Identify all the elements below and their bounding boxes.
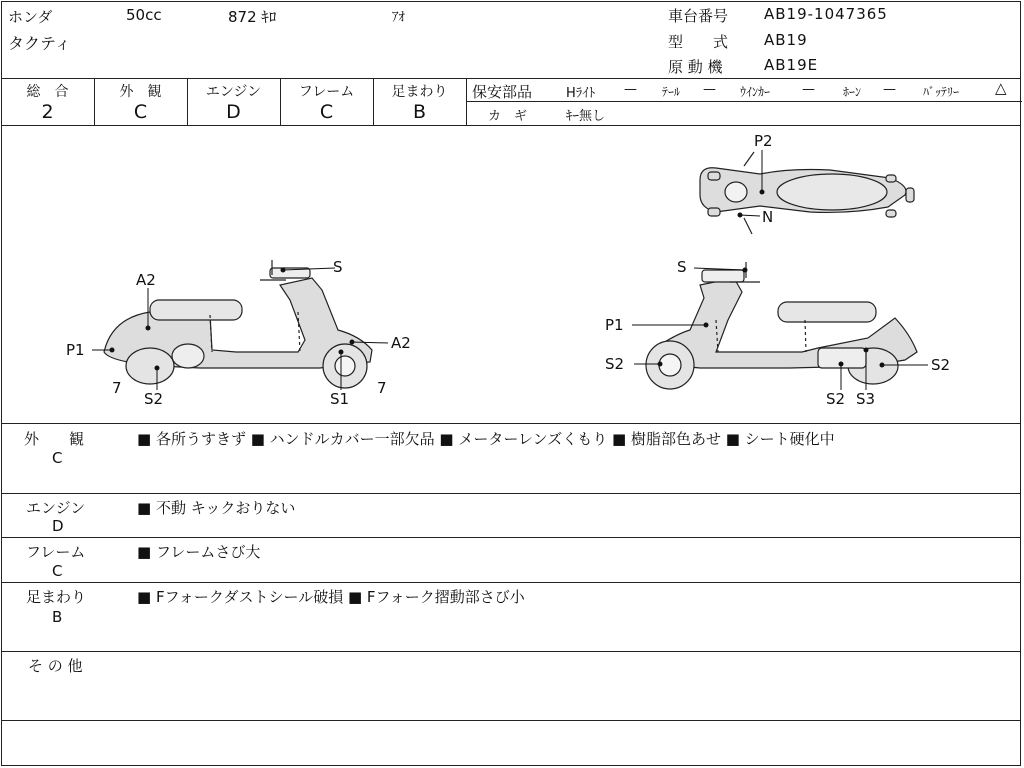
safety-headlight: Hﾗｲﾄ — [566, 86, 596, 101]
divider — [1, 582, 1021, 583]
grade-overall-value: 2 — [41, 101, 54, 123]
maker-name: ホンダ — [8, 8, 53, 26]
label-right-p1: P1 — [605, 316, 624, 334]
grade-engine-value: D — [226, 101, 241, 123]
grade-exterior-label: 外 観 — [119, 84, 162, 100]
key-label: カ ギ — [488, 109, 528, 124]
remark-frame-grade: C — [52, 562, 63, 580]
label-left-s1: S1 — [330, 390, 350, 408]
label-right-s: S — [677, 258, 687, 276]
label-left-p1: P1 — [66, 341, 85, 359]
frame-no-label: 車台番号 — [668, 7, 729, 25]
frame-no: AB19-1047365 — [764, 5, 888, 23]
label-left-a2-top: A2 — [136, 271, 156, 289]
grade-overall-label: 総 合 — [26, 84, 69, 100]
remark-exterior-grade: C — [52, 449, 63, 467]
remark-suspension-grade: B — [52, 608, 63, 626]
label-right-s2-bottom: S2 — [826, 390, 846, 408]
mileage: 872 ｷﾛ — [228, 8, 277, 26]
divider — [1, 651, 1021, 652]
label-top-n: N — [762, 208, 774, 226]
safety-headlight-mark: — — [624, 82, 637, 97]
label-left-s2: S2 — [144, 390, 164, 408]
divider — [1, 423, 1021, 424]
remark-frame-notes: ■ フレームさび大 — [137, 543, 261, 561]
remark-other-label: そ の 他 — [28, 657, 83, 675]
safety-horn-mark: — — [883, 82, 896, 97]
divider — [1, 493, 1021, 494]
grade-suspension-value: B — [412, 101, 427, 123]
safety-horn: ﾎｰﾝ — [843, 85, 862, 99]
safety-taillight: ﾃｰﾙ — [662, 85, 681, 99]
key-value: ｷｰ無し — [566, 109, 606, 124]
label-right-s2-left: S2 — [605, 355, 625, 373]
label-left-s: S — [333, 258, 343, 276]
remark-suspension-notes: ■ Fフォークダストシール破損 ■ Fフォーク摺動部さび小 — [137, 588, 525, 606]
type-label: 型 式 — [668, 33, 729, 51]
scooter-top-view — [700, 152, 914, 234]
divider — [1, 537, 1021, 538]
safety-taillight-mark: — — [703, 82, 716, 97]
label-left-7b: 7 — [377, 379, 387, 397]
remark-engine-grade: D — [52, 517, 64, 535]
remark-engine-notes: ■ 不動 キックおりない — [137, 499, 296, 517]
grade-exterior-value: C — [133, 101, 148, 123]
divider — [1, 78, 1021, 79]
label-right-s3: S3 — [856, 390, 876, 408]
remark-engine-label: エンジン — [26, 499, 86, 517]
remark-exterior-label: 外 観 — [24, 430, 85, 448]
safety-label: 保安部品 — [472, 83, 533, 101]
model-name: タクティ — [8, 34, 71, 53]
remark-suspension-label: 足まわり — [26, 588, 87, 606]
divider — [1, 720, 1021, 721]
safety-winker-mark: — — [802, 82, 815, 97]
engine-label: 原 動 機 — [668, 58, 723, 76]
displacement: 50cc — [126, 6, 162, 24]
safety-winker: ｳｲﾝｶｰ — [740, 85, 771, 99]
divider — [466, 78, 467, 125]
label-right-s2-right: S2 — [931, 356, 951, 374]
engine-value: AB19E — [764, 56, 819, 74]
color: ｱｵ — [392, 10, 405, 25]
grade-suspension-label: 足まわり — [391, 84, 448, 100]
divider — [466, 101, 1022, 102]
label-left-7a: 7 — [112, 379, 122, 397]
type-value: AB19 — [764, 31, 808, 49]
label-top-p2: P2 — [754, 132, 773, 150]
grade-frame-value: C — [319, 101, 334, 123]
safety-battery: ﾊﾞｯﾃﾘｰ — [923, 85, 960, 99]
remark-exterior-notes: ■ 各所うすきず ■ ハンドルカバー一部欠品 ■ メーターレンズくもり ■ 樹脂部色あせ ■ シート硬化中 — [137, 430, 835, 448]
grade-frame-label: フレーム — [298, 84, 355, 100]
safety-battery-mark: △ — [995, 79, 1007, 97]
remark-frame-label: フレーム — [26, 543, 86, 561]
label-left-a2-right: A2 — [391, 334, 411, 352]
grade-engine-label: エンジン — [205, 84, 262, 100]
damage-diagram — [0, 126, 1024, 423]
